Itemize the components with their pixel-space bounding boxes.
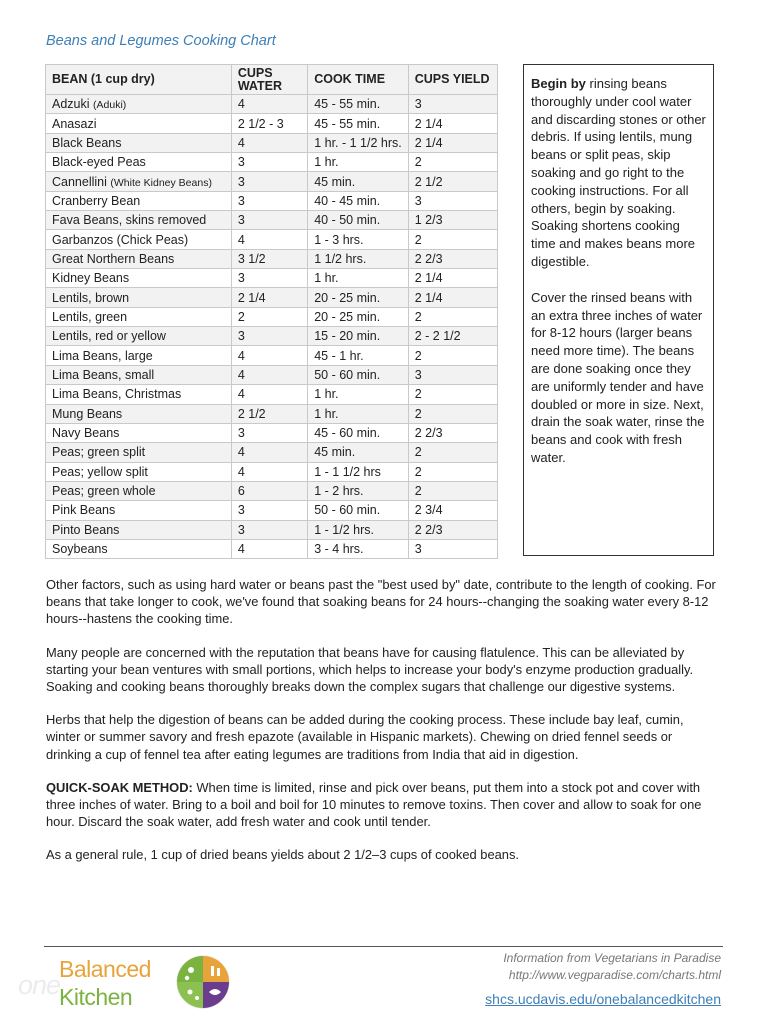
cups-water-cell: 4 [231, 230, 307, 249]
cups-water-cell: 4 [231, 539, 307, 558]
cups-water-cell: 4 [231, 95, 307, 114]
paragraph-general-rule: As a general rule, 1 cup of dried beans yields about 2 1/2–3 cups of cooked beans. [46, 847, 519, 863]
bean-name: Navy Beans [52, 426, 120, 441]
bean-name-cell [46, 462, 232, 481]
bean-name: Cannellini [52, 174, 107, 189]
cups-water-cell: 4 [231, 346, 307, 365]
bean-name: Kidney Beans [52, 271, 130, 286]
table-row [46, 385, 498, 404]
cups-water-cell: 3 [231, 423, 307, 442]
logo-one-text: one [18, 970, 61, 1000]
onebalancedkitchen-link[interactable]: shcs.ucdavis.edu/onebalancedkitchen [485, 991, 721, 1007]
table-row [46, 114, 498, 133]
bean-name-cell [46, 191, 232, 210]
cook-time-cell: 50 - 60 min. [308, 365, 409, 384]
bean-name-cell [46, 230, 232, 249]
table-row [46, 191, 498, 210]
bean-name: Soybeans [52, 542, 108, 557]
cups-water-cell: 6 [231, 481, 307, 500]
table-row [46, 269, 498, 288]
table-body [46, 95, 498, 559]
cups-yield-cell: 2 [408, 404, 497, 423]
bean-name: Lentils, red or yellow [52, 329, 166, 344]
cups-water-cell: 3 [231, 172, 307, 191]
cups-yield-cell: 2 2/3 [408, 520, 497, 539]
one-balanced-kitchen-logo [16, 954, 236, 1014]
bean-name-cell [46, 404, 232, 423]
cups-water-cell: 4 [231, 385, 307, 404]
bean-name: Garbanzos (Chick Peas) [52, 232, 189, 247]
cook-time-cell: 50 - 60 min. [308, 501, 409, 520]
cups-water-cell: 3 [231, 211, 307, 230]
cook-time-cell: 45 min. [308, 443, 409, 462]
table-row [46, 327, 498, 346]
bean-name-cell [46, 211, 232, 230]
cups-yield-cell: 3 [408, 95, 497, 114]
bean-name: Mung Beans [52, 406, 123, 421]
bean-name: Peas; yellow split [52, 464, 148, 479]
cook-time-cell: 1 - 1/2 hrs. [308, 520, 409, 539]
paragraph-flatulence: Many people are concerned with the reputation that beans have for causing flatulence. This can be alleviated by starting your bean ventures with small portions, which helps to increase your body's enzyme production gradually. Soaking and cooking beans thoroughly breaks down the complex sugars that challenge our digestive systems. [46, 644, 694, 695]
bean-name-cell [46, 365, 232, 384]
bean-name: Fava Beans, skins removed [52, 213, 207, 228]
cups-yield-cell: 2 1/4 [408, 288, 497, 307]
bean-name-cell [46, 385, 232, 404]
bean-name-cell [46, 249, 232, 268]
cups-yield-cell: 2 2/3 [408, 249, 497, 268]
cups-yield-cell: 2 [408, 462, 497, 481]
credit-source-url: http://www.vegparadise.com/charts.html [508, 968, 721, 982]
bean-name: Pink Beans [52, 503, 116, 518]
bean-name-cell [46, 520, 232, 539]
bean-alt-name: (White Kidney Beans) [110, 176, 212, 189]
table-row [46, 230, 498, 249]
bean-name-cell [46, 501, 232, 520]
header-bean: BEAN (1 cup dry) [46, 65, 232, 95]
bean-alt-name: (Aduki) [93, 99, 127, 112]
bean-name: Great Northern Beans [52, 251, 175, 266]
table-row [46, 404, 498, 423]
cups-water-cell: 3 [231, 153, 307, 172]
cook-time-cell: 1 hr. [308, 404, 409, 423]
paragraph-herbs: Herbs that help the digestion of beans can be added during the cooking process. These include bay leaf, cumin, winter or summer savory and fresh epazote (available in Hispanic markets). Chewing on dried fennel seeds or drinking a cup of fennel tea after eating legumes are traditions from India that aid in digestion. [46, 712, 684, 762]
cups-yield-cell: 2 [408, 385, 497, 404]
cups-water-cell: 3 [231, 501, 307, 520]
cook-time-cell: 45 - 60 min. [308, 423, 409, 442]
paragraph-quick-soak [46, 779, 718, 831]
bean-name: Lentils, green [52, 309, 128, 324]
cook-time-cell: 1 1/2 hrs. [308, 249, 409, 268]
cups-yield-cell: 3 [408, 191, 497, 210]
cook-time-cell: 1 hr. [308, 269, 409, 288]
bean-name-cell [46, 114, 232, 133]
table-row [46, 211, 498, 230]
bean-name-cell [46, 443, 232, 462]
logo-kitchen-text: Kitchen [59, 984, 133, 1010]
bean-name: Cranberry Bean [52, 193, 141, 208]
cups-water-cell: 2 1/2 - 3 [231, 114, 307, 133]
cups-yield-cell: 2 [408, 307, 497, 326]
cups-yield-cell: 2 2/3 [408, 423, 497, 442]
cook-time-cell: 40 - 45 min. [308, 191, 409, 210]
page-title: Beans and Legumes Cooking Chart [46, 33, 276, 49]
cook-time-cell: 1 - 3 hrs. [308, 230, 409, 249]
table-row [46, 501, 498, 520]
soaking-instructions-box [523, 64, 714, 556]
header-cups-yield: CUPS YIELD [408, 65, 497, 95]
logo-balanced-text: Balanced [59, 956, 151, 982]
table-row [46, 365, 498, 384]
table-row [46, 288, 498, 307]
cups-yield-cell: 2 [408, 481, 497, 500]
cups-water-cell: 3 1/2 [231, 249, 307, 268]
table-row [46, 520, 498, 539]
cook-time-cell: 40 - 50 min. [308, 211, 409, 230]
cook-time-cell: 45 min. [308, 172, 409, 191]
cups-water-cell: 4 [231, 133, 307, 152]
bean-name: Pinto Beans [52, 522, 120, 537]
cook-time-cell: 3 - 4 hrs. [308, 539, 409, 558]
bean-name: Peas; green split [52, 445, 146, 460]
cook-time-cell: 1 - 2 hrs. [308, 481, 409, 500]
bean-name-cell [46, 95, 232, 114]
cook-time-cell: 15 - 20 min. [308, 327, 409, 346]
paragraph-cooking-factors: Other factors, such as using hard water or beans past the "best used by" date, contribute to the length of cooking. For beans that take longer to cook, we've found that soaking beans for 24 hours--changing the soaking water every 8-12 hours--hastens the cooking time. [46, 577, 716, 627]
cook-time-cell: 1 hr. - 1 1/2 hrs. [308, 133, 409, 152]
cook-time-cell: 1 - 1 1/2 hrs [308, 462, 409, 481]
bean-cooking-table [45, 64, 498, 559]
bean-name-cell [46, 153, 232, 172]
bean-name-cell [46, 307, 232, 326]
table-row [46, 346, 498, 365]
quick-soak-text: When time is limited, rinse and pick over beans, put them into a stock pot and cover with three inches of water. Bring to a boil and boil for 10 minutes to remove toxins. Then cover and allow to soak for one hour. Discard the soak water, add fresh water and cook until tender. [46, 779, 702, 830]
source-credit [503, 950, 721, 984]
cups-yield-cell: 2 - 2 1/2 [408, 327, 497, 346]
cook-time-cell: 20 - 25 min. [308, 307, 409, 326]
cups-yield-cell: 2 3/4 [408, 501, 497, 520]
table-row [46, 423, 498, 442]
bean-name: Lima Beans, large [52, 348, 153, 363]
cups-water-cell: 2 [231, 307, 307, 326]
cook-time-cell: 1 hr. [308, 385, 409, 404]
bean-name-cell [46, 133, 232, 152]
bean-name-cell [46, 269, 232, 288]
cups-yield-cell: 2 1/4 [408, 269, 497, 288]
soaking-intro [531, 75, 707, 271]
cups-yield-cell: 2 1/4 [408, 133, 497, 152]
bean-name-cell [46, 539, 232, 558]
article-body [46, 576, 718, 880]
table-row [46, 172, 498, 191]
cook-time-cell: 20 - 25 min. [308, 288, 409, 307]
cups-yield-cell: 2 [408, 346, 497, 365]
table-row [46, 133, 498, 152]
bean-name: Adzuki [52, 97, 90, 112]
cups-water-cell: 3 [231, 327, 307, 346]
cups-yield-cell: 2 1/4 [408, 114, 497, 133]
bean-name-cell [46, 172, 232, 191]
credit-source-name: Information from Vegetarians in Paradise [503, 951, 721, 965]
cups-water-cell: 2 1/4 [231, 288, 307, 307]
table-row [46, 249, 498, 268]
table-row [46, 153, 498, 172]
bean-name-cell [46, 481, 232, 500]
cups-water-cell: 4 [231, 365, 307, 384]
table-header-row [46, 65, 498, 95]
table-row [46, 462, 498, 481]
bean-name: Lima Beans, Christmas [52, 387, 182, 402]
cups-yield-cell: 2 [408, 230, 497, 249]
cups-yield-cell: 1 2/3 [408, 211, 497, 230]
cups-water-cell: 4 [231, 462, 307, 481]
bean-name-cell [46, 327, 232, 346]
table-row [46, 443, 498, 462]
bean-name-cell [46, 423, 232, 442]
cook-time-cell: 1 hr. [308, 153, 409, 172]
soaking-paragraph: Cover the rinsed beans with an extra three inches of water for 8-12 hours (larger beans need more time). The beans are done soaking once they are uniformly tender and have doubled or more in size. Next, drain the soak water, rinse the beans and cook with fresh water. [531, 289, 705, 465]
table-row [46, 307, 498, 326]
cups-yield-cell: 2 [408, 153, 497, 172]
bean-name-cell [46, 346, 232, 365]
intro-bold: Begin by [531, 76, 586, 91]
intro-text: rinsing beans thoroughly under cool water and discarding stones or other debris. If using lentils, mung beans or split peas, skip soaking and go right to the cooking instructions. For all others, begin by soaking. Soaking shortens cooking time and makes beans more digestible. [531, 76, 706, 269]
cups-water-cell: 3 [231, 191, 307, 210]
bean-name-cell [46, 288, 232, 307]
header-cups-water: CUPS WATER [231, 65, 307, 95]
bean-name: Black Beans [52, 135, 122, 150]
footer-divider [44, 946, 723, 947]
bean-name: Peas; green whole [52, 484, 156, 499]
quick-soak-label: QUICK-SOAK METHOD: [46, 779, 193, 795]
cups-yield-cell: 2 [408, 443, 497, 462]
cups-yield-cell: 3 [408, 539, 497, 558]
table-row [46, 481, 498, 500]
cook-time-cell: 45 - 55 min. [308, 114, 409, 133]
header-cook-time: COOK TIME [308, 65, 409, 95]
cups-yield-cell: 2 1/2 [408, 172, 497, 191]
cups-water-cell: 2 1/2 [231, 404, 307, 423]
table-row [46, 95, 498, 114]
cups-water-cell: 3 [231, 520, 307, 539]
cook-time-cell: 45 - 55 min. [308, 95, 409, 114]
cook-time-cell: 45 - 1 hr. [308, 346, 409, 365]
cups-water-cell: 3 [231, 269, 307, 288]
bean-name: Black-eyed Peas [52, 155, 146, 170]
cups-water-cell: 4 [231, 443, 307, 462]
cups-yield-cell: 3 [408, 365, 497, 384]
bean-name: Lentils, brown [52, 290, 130, 305]
bean-name: Anasazi [52, 116, 97, 131]
table-row [46, 539, 498, 558]
logo-plate-icon [175, 954, 231, 1010]
bean-name: Lima Beans, small [52, 367, 155, 382]
